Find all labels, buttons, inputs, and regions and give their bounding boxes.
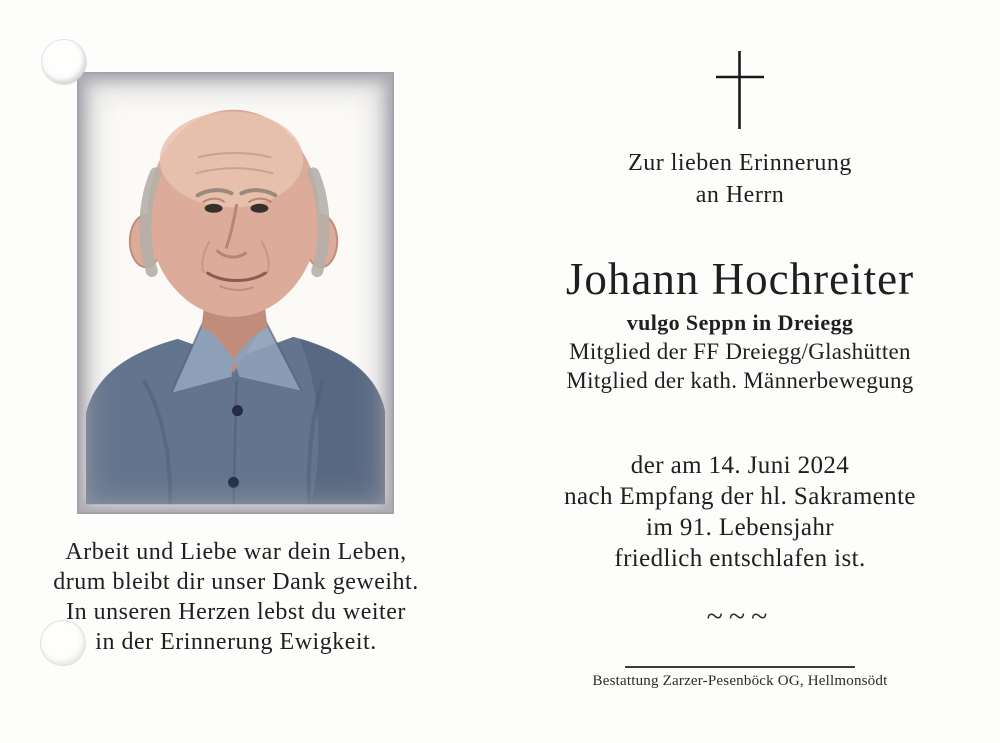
- deceased-name: Johann Hochreiter: [565, 254, 915, 304]
- punch-hole-top: [42, 40, 86, 84]
- poem-line: drum bleibt dir unser Dank geweiht.: [53, 569, 419, 595]
- death-notice: [500, 450, 980, 574]
- death-notice-line: nach Empfang der hl. Sakramente: [564, 483, 916, 510]
- intro-line: an Herrn: [695, 182, 785, 208]
- memorial-intro: [500, 147, 980, 211]
- membership-line: Mitglied der kath. Männerbewegung: [566, 368, 914, 393]
- punch-hole-bottom: [41, 621, 85, 665]
- tilde-divider: ~~~: [706, 600, 774, 633]
- cross-wrap: [500, 50, 980, 135]
- memberships: [500, 337, 980, 395]
- death-notice-line: der am 14. Juni 2024: [630, 452, 850, 479]
- funeral-home-name: Bestattung Zarzer-Pesenböck OG, Hellmonsödt: [592, 673, 888, 689]
- death-notice-line: im 91. Lebensjahr: [645, 514, 834, 541]
- poem-line: in der Erinnerung Ewigkeit.: [95, 629, 377, 655]
- portrait-photo: [77, 72, 394, 514]
- poem-line: Arbeit und Liebe war dein Leben,: [65, 539, 407, 565]
- poem-line: In unseren Herzen lebst du weiter: [66, 599, 406, 625]
- portrait-illustration: [86, 81, 385, 505]
- death-notice-line: friedlich entschlafen ist.: [614, 545, 866, 572]
- deceased-vulgo-name: vulgo Seppn in Dreiegg: [626, 310, 854, 335]
- cross-icon: [715, 50, 765, 130]
- intro-line: Zur lieben Erinnerung: [628, 150, 852, 176]
- membership-line: Mitglied der FF Dreiegg/Glashütten: [569, 339, 911, 364]
- signature-rule: [625, 666, 855, 668]
